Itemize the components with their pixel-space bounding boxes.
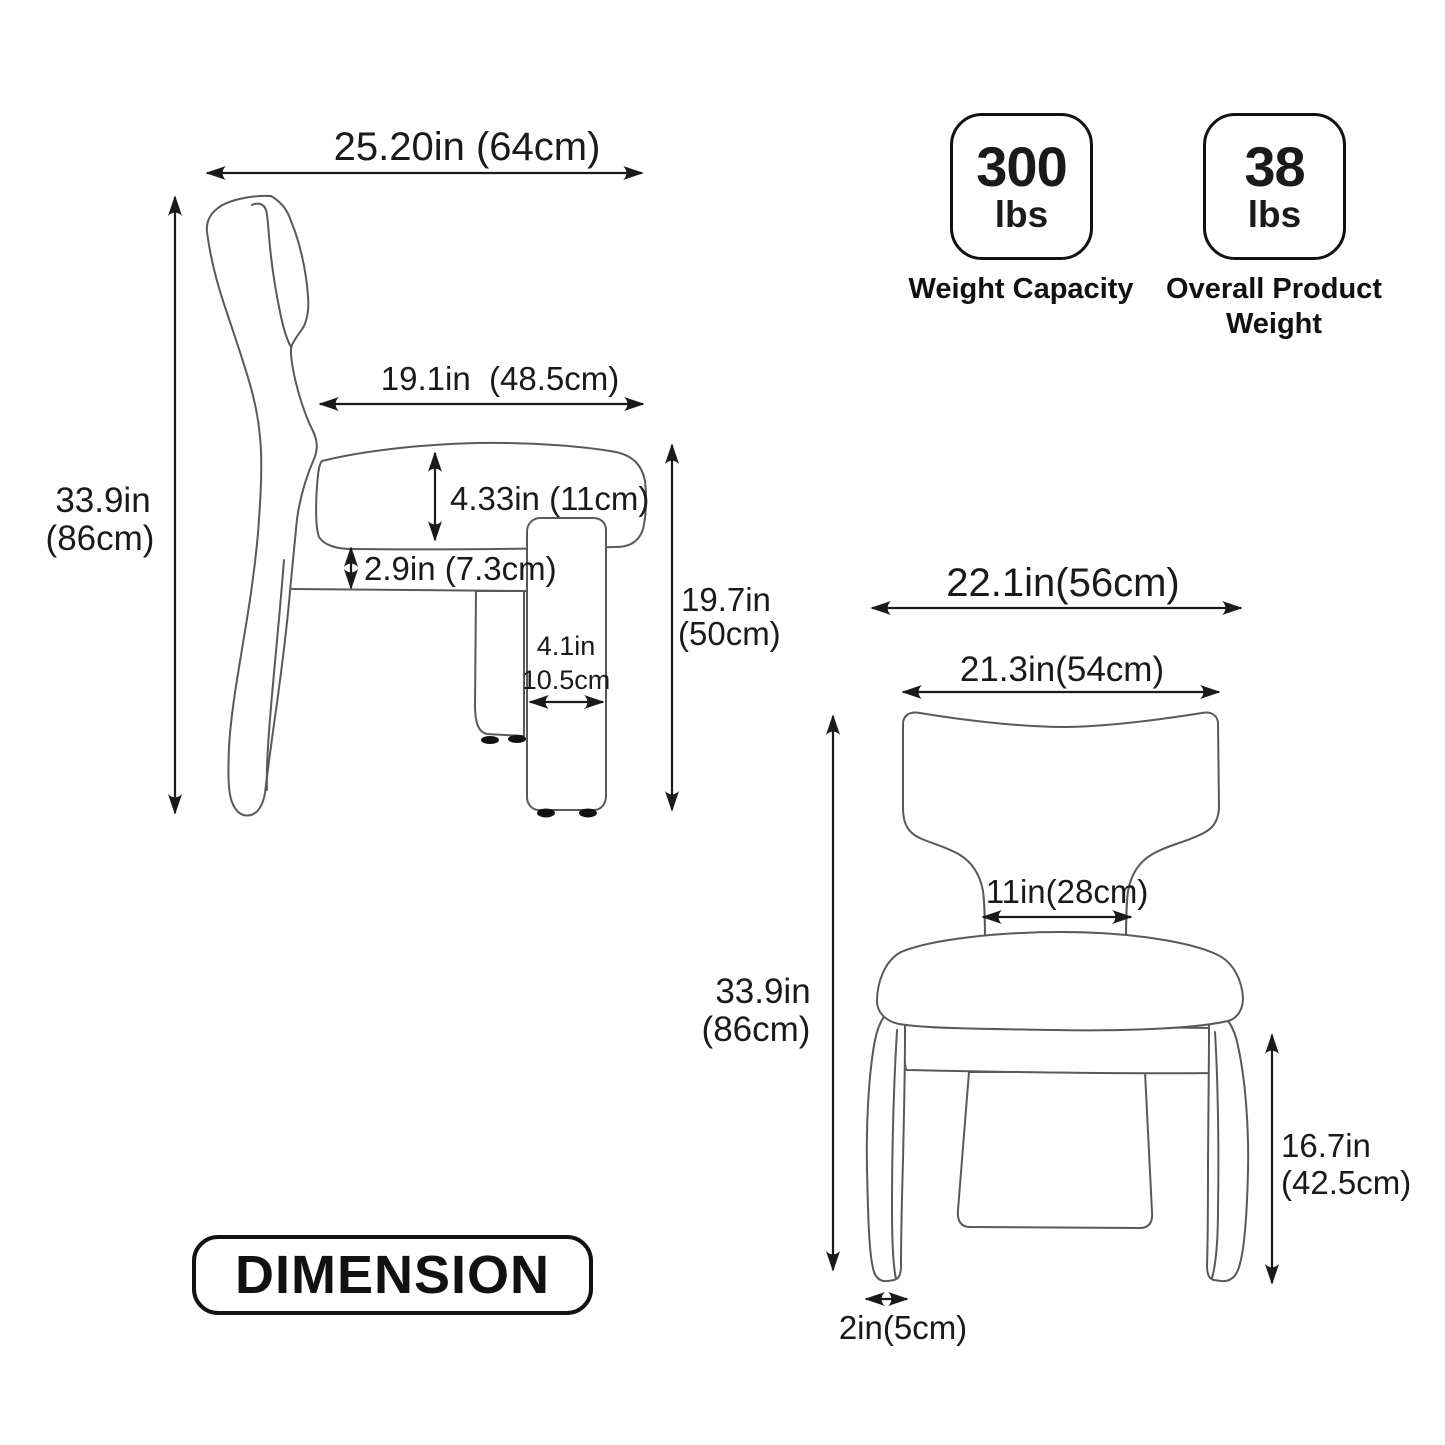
weight-capacity-badge [950, 113, 1093, 260]
dimension-title-box [192, 1235, 593, 1315]
label-side-seat-height-in: 19.7in [681, 581, 771, 618]
label-side-seat-thickness: 4.33in (11cm) [450, 480, 650, 517]
label-side-leg-width-in: 4.1in [536, 631, 596, 661]
label-front-overall-width: 22.1in(56cm) [946, 561, 1180, 605]
front-backrest [903, 713, 1219, 945]
chair-front-view [867, 713, 1248, 1282]
label-side-seat-clearance: 2.9in (7.3cm) [364, 550, 557, 587]
label-side-seat-depth: 19.1in (48.5cm) [380, 360, 620, 397]
label-side-overall-height-in: 33.9in [55, 481, 151, 520]
product-weight-badge [1203, 113, 1346, 260]
side-rear-foot-right [508, 735, 526, 743]
product-weight-value: 38 [1244, 134, 1305, 198]
side-rear-foot-left [481, 736, 499, 744]
side-rear-leg [475, 591, 524, 736]
label-side-overall-width: 25.20in (64cm) [333, 125, 601, 169]
label-front-overall-height-in: 33.9in [715, 972, 811, 1011]
label-side-overall-height-cm: (86cm) [45, 519, 155, 558]
side-front-foot-right [579, 809, 597, 818]
product-weight-caption: Overall Product Weight [1166, 273, 1382, 341]
label-side-seat-height-cm: (50cm) [678, 615, 781, 652]
front-left-leg [867, 1004, 905, 1281]
label-front-foot-width: 2in(5cm) [838, 1309, 968, 1346]
front-back-panel [958, 1072, 1152, 1228]
label-front-back-width: 21.3in(54cm) [959, 650, 1165, 689]
label-front-overall-height-cm: (86cm) [701, 1010, 811, 1049]
front-right-leg [1207, 1008, 1248, 1281]
label-front-waist-width: 11in(28cm) [985, 873, 1149, 910]
weight-capacity-unit: lbs [994, 194, 1049, 236]
side-backrest [207, 196, 317, 816]
label-side-leg-width-cm: 10.5cm [521, 665, 611, 695]
dimension-title: DIMENSION [234, 1245, 551, 1305]
weight-capacity-value: 300 [976, 134, 1067, 198]
label-front-leg-height-cm: (42.5cm) [1281, 1164, 1412, 1201]
label-front-leg-height-in: 16.7in [1281, 1127, 1371, 1164]
front-apron [899, 1024, 1215, 1073]
weight-capacity-caption: Weight Capacity [908, 273, 1134, 305]
product-weight-unit: lbs [1247, 194, 1302, 236]
side-front-foot-left [537, 809, 555, 818]
front-seat [877, 932, 1243, 1030]
